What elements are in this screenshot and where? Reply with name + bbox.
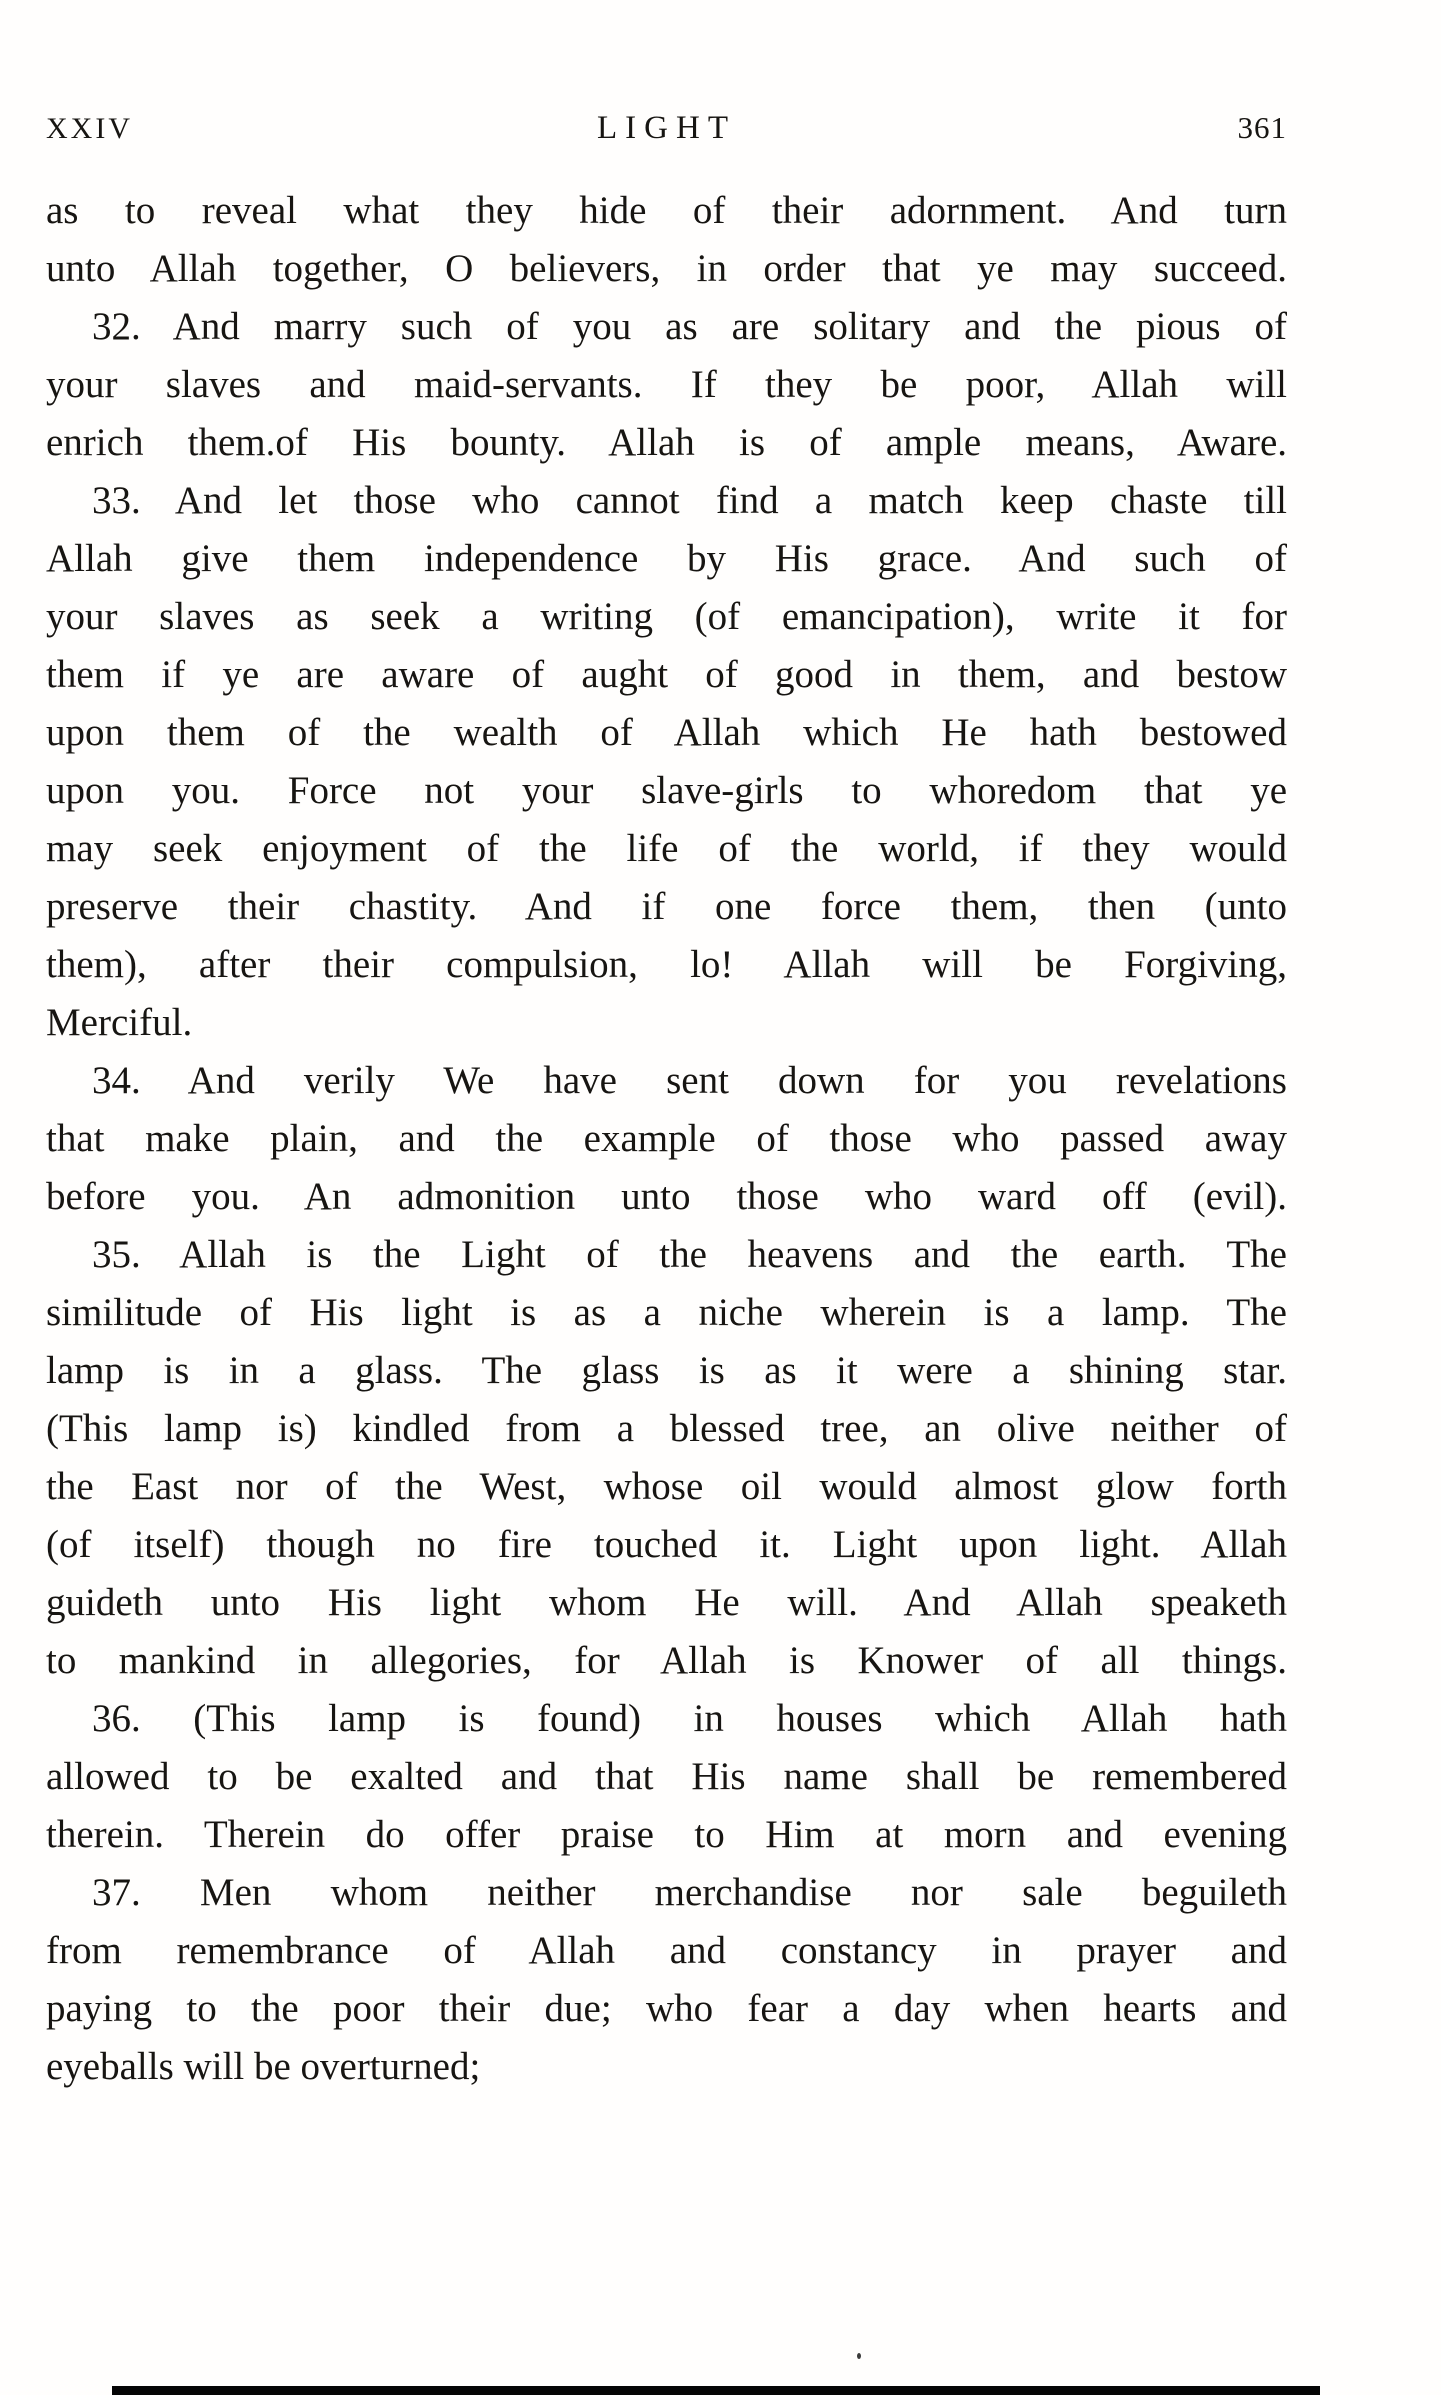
text-line: 32. And marry such of you as are solitary and the pious of [92,305,1287,348]
text-line: 35. Allah is the Light of the heavens and the earth. The [92,1233,1287,1276]
text-line: to mankind in allegories, for Allah is Knower of all things. [46,1639,1287,1682]
text-line: may seek enjoyment of the life of the world, if they would [46,827,1287,870]
text-line: upon you. Force not your slave-girls to whoredom that ye [46,769,1287,812]
scan-edge-artifact [112,2386,1320,2395]
text-line: them), after their compulsion, lo! Allah will be Forgiving, [46,943,1287,986]
text-line: as to reveal what they hide of their adornment. And turn [46,189,1287,232]
text-line: them if ye are aware of aught of good in them, and bestow [46,653,1287,696]
text-line: enrich them.of His bounty. Allah is of ample means, Aware. [46,421,1287,464]
text-line: from remembrance of Allah and constancy in prayer and [46,1929,1287,1972]
text-line: before you. An admonition unto those who ward off (evil). [46,1175,1287,1218]
text-line: your slaves and maid-servants. If they be poor, Allah will [46,363,1287,406]
text-line: therein. Therein do offer praise to Him at morn and evening [46,1813,1287,1856]
text-line: allowed to be exalted and that His name shall be remembered [46,1755,1287,1798]
running-head [46,110,1287,147]
text-line: preserve their chastity. And if one force them, then (unto [46,885,1287,928]
text-line: similitude of His light is as a niche wherein is a lamp. The [46,1291,1287,1334]
text-line: lamp is in a glass. The glass is as it were a shining star. [46,1349,1287,1392]
text-line: Allah give them independence by His grace. And such of [46,537,1287,580]
text-block [46,182,1287,2096]
text-line: (of itself) though no fire touched it. Light upon light. Allah [46,1523,1287,1566]
text-line: unto Allah together, O believers, in order that ye may succeed. [46,247,1287,290]
text-line: 34. And verily We have sent down for you revelations [92,1059,1287,1102]
chapter-numeral: XXIV [46,112,133,145]
text-line: your slaves as seek a writing (of emancipation), write it for [46,595,1287,638]
text-line: Merciful. [46,1001,193,1044]
page-title: LIGHT [597,110,736,146]
text-line: eyeballs will be overturned; [46,2045,481,2088]
page-number: 361 [1237,110,1288,145]
text-line: 37. Men whom neither merchandise nor sale beguileth [92,1871,1287,1914]
text-line: (This lamp is) kindled from a blessed tree, an olive neither of [46,1407,1287,1450]
text-line: 33. And let those who cannot find a match keep chaste till [92,479,1287,522]
text-line: 36. (This lamp is found) in houses which Allah hath [92,1697,1287,1740]
text-line: that make plain, and the example of those who passed away [46,1117,1287,1160]
text-line: the East nor of the West, whose oil would almost glow forth [46,1465,1287,1508]
text-line: guideth unto His light whom He will. And Allah speaketh [46,1581,1287,1624]
text-line: paying to the poor their due; who fear a day when hearts and [46,1987,1287,2030]
text-line: upon them of the wealth of Allah which He hath bestowed [46,711,1287,754]
ink-speck-artifact [857,2353,861,2359]
